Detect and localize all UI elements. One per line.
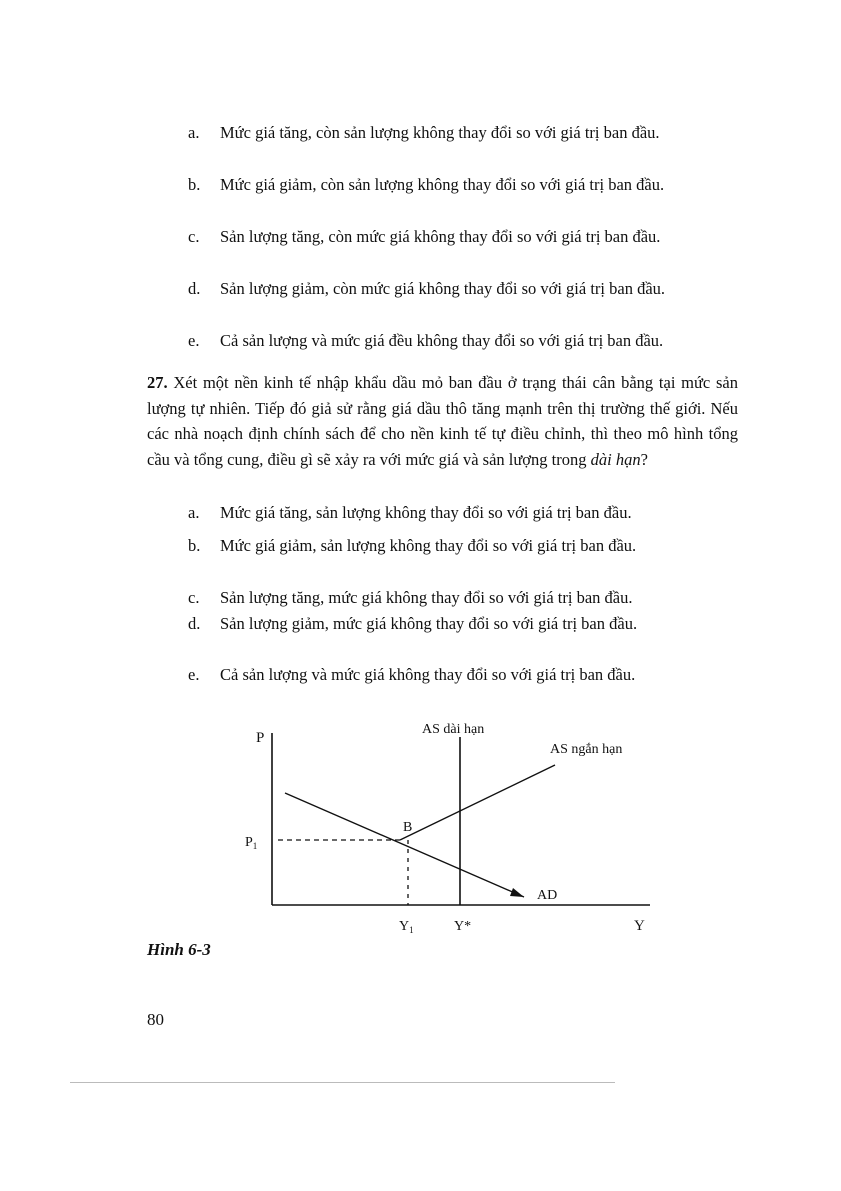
question-end: ? [640,449,648,469]
as-short-run-curve [400,765,555,840]
option-text: Cả sản lượng và mức giá đều không thay đổi so với giá trị ban đầu. [220,331,664,350]
question-text: Xét một nền kinh tế nhập khẩu dầu mỏ ban đầu ở trạng thái cân bằng tại mức sản lượng tự nhiên. Tiếp đó giả sử rằng giá dầu thô tăng mạnh trên thị trường thế giới. Nếu các nhà noạch định chính sách để cho nền kinh tế tự điều chỉnh, thì theo mô hình tổng cầu và tổng cung, điều gì sẽ xảy ra với mức giá và sản lượng trong [147,373,739,469]
option-letter: c. [188,227,200,246]
option-text: Sản lượng tăng, còn mức giá không thay đổi so với giá trị ban đầu. [220,227,661,246]
ad-label: AD [537,888,558,903]
option-letter: e. [188,665,200,684]
option-letter: d. [188,279,201,298]
option-text: Sản lượng tăng, mức giá không thay đổi so với giá trị ban đầu. [220,588,633,607]
option-letter: e. [188,331,200,350]
ad-arrowhead [510,888,524,897]
p1-label [245,835,257,851]
option-text: Sản lượng giảm, mức giá không thay đổi so với giá trị ban đầu. [220,614,638,633]
point-b-label: B [403,820,413,835]
option-letter: a. [188,123,200,142]
y1-letter: Y [399,919,410,934]
option-letter: c. [188,588,200,607]
question-number: 27. [147,373,168,392]
option-text: Mức giá tăng, sản lượng không thay đổi so với giá trị ban đầu. [220,503,632,522]
as-long-run-label: AS dài hạn [422,722,485,737]
option-letter: a. [188,503,200,522]
option-letter: b. [188,536,201,555]
p1-subscript: 1 [252,841,258,851]
output-axis-label: Y [634,918,645,934]
option-text: Sản lượng giảm, còn mức giá không thay đổi so với giá trị ban đầu. [220,279,666,298]
p1-letter: P [245,835,253,850]
y-star-label: Y* [454,919,472,934]
figure-caption: Hình 6-3 [147,940,211,959]
option-text: Mức giá giảm, sản lượng không thay đổi so với giá trị ban đầu. [220,536,637,555]
option-text: Cả sản lượng và mức giá không thay đổi so với giá trị ban đầu. [220,665,636,684]
option-letter: d. [188,614,201,633]
price-axis-label: P [256,730,265,746]
page-number: 80 [147,1010,164,1029]
option-text: Mức giá giảm, còn sản lượng không thay đổi so với giá trị ban đầu. [220,175,665,194]
y1-label [399,919,414,935]
ad-curve [285,793,524,897]
footer-rule [70,1082,615,1083]
option-text: Mức giá tăng, còn sản lượng không thay đổi so với giá trị ban đầu. [220,123,660,142]
as-short-run-label: AS ngắn hạn [550,742,623,757]
y1-subscript: 1 [409,925,414,935]
option-letter: b. [188,175,201,194]
question-emphasis: dài hạn [590,449,641,469]
